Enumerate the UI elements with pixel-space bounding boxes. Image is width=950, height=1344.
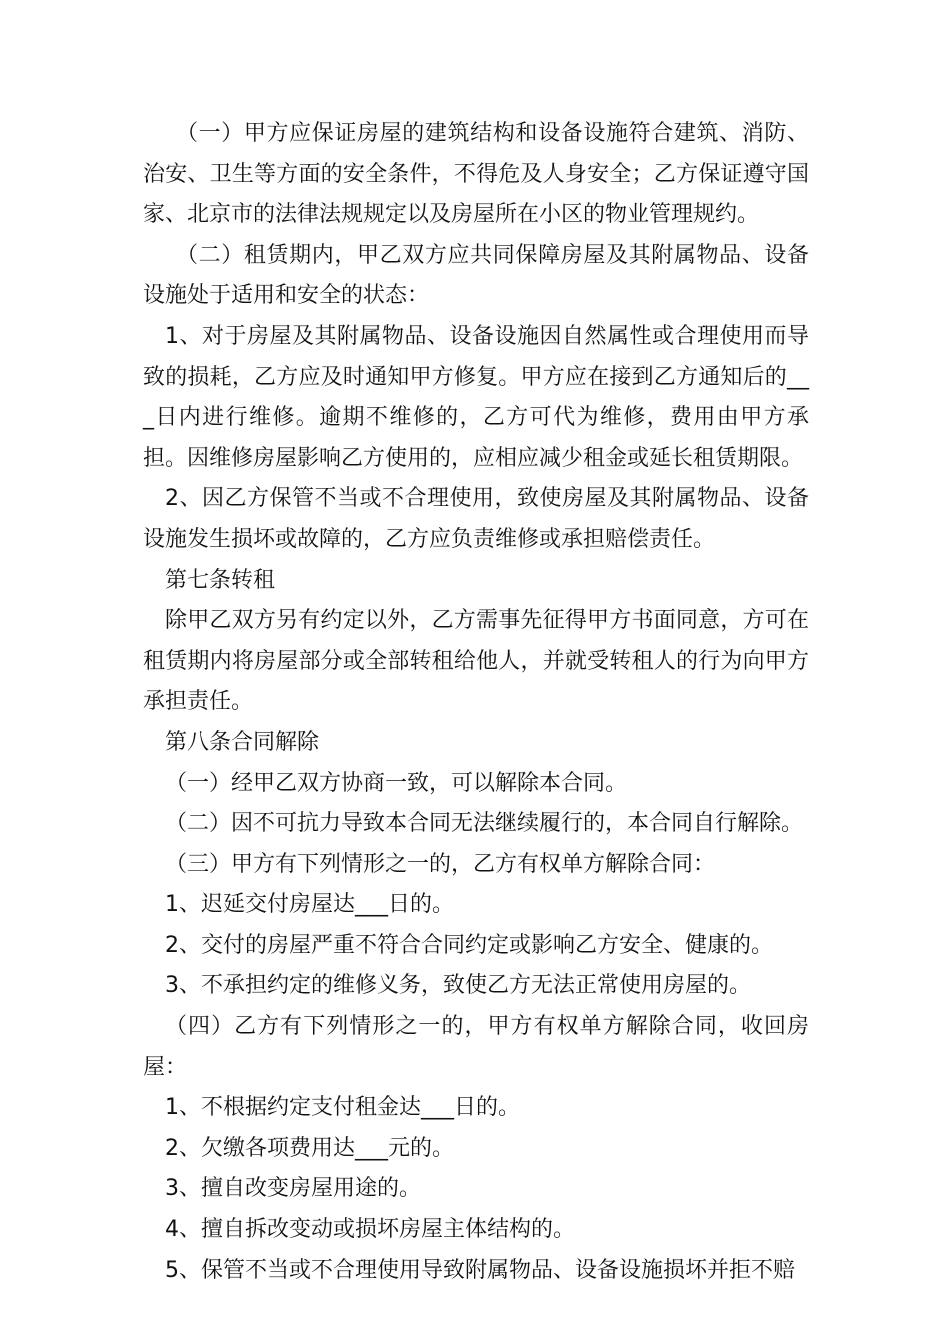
paragraph-18: 4、擅自拆改变动或损坏房屋主体结构的。	[165, 1217, 575, 1243]
paragraph-11: 1、迟延交付房屋达___日的。	[165, 892, 454, 918]
paragraph-2: （二）租赁期内，甲乙双方应共同保障房屋及其附属物品、设备设施处于适用和安全的状态：	[143, 242, 809, 309]
paragraph-6: 除甲乙双方另有约定以外，乙方需事先征得甲方书面同意，方可在租赁期内将房屋部分或全部转租给他人，并就受转租人的行为向甲方承担责任。	[143, 608, 809, 715]
paragraph-8: （一）经甲乙双方协商一致，可以解除本合同。	[165, 770, 628, 796]
paragraph-19: 5、保管不当或不合理使用导致附属物品、设备设施损坏并拒不赔	[165, 1257, 795, 1283]
paragraph-17: 3、擅自改变房屋用途的。	[165, 1176, 421, 1202]
paragraph-15: 1、不根据约定支付租金达___日的。	[165, 1095, 520, 1121]
paragraph-10: （三）甲方有下列情形之一的，乙方有权单方解除合同：	[165, 851, 716, 877]
section-heading-sublease: 第七条转租	[165, 567, 276, 593]
document-body	[143, 114, 809, 1291]
paragraph-3: 1、对于房屋及其附属物品、设备设施因自然属性或合理使用而导致的损耗，乙方应及时通知甲方修复。甲方应在接到乙方通知后的___日内进行维修。逾期不维修的，乙方可代为维修，费用由甲方承担。因维修房屋影响乙方使用的，应相应减少租金或延长租赁期限。	[143, 323, 809, 471]
paragraph-13: 3、不承担约定的维修义务，致使乙方无法正常使用房屋的。	[165, 973, 751, 999]
paragraph-14: （四）乙方有下列情形之一的，甲方有权单方解除合同，收回房屋：	[143, 1014, 809, 1080]
section-heading-termination: 第八条合同解除	[165, 729, 320, 755]
paragraph-16: 2、欠缴各项费用达___元的。	[165, 1135, 454, 1161]
paragraph-12: 2、交付的房屋严重不符合合同约定或影响乙方安全、健康的。	[165, 932, 773, 958]
paragraph-1: （一）甲方应保证房屋的建筑结构和设备设施符合建筑、消防、治安、卫生等方面的安全条件，不得危及人身安全；乙方保证遵守国家、北京市的法律法规规定以及房屋所在小区的物业管理规约。	[143, 121, 809, 228]
paragraph-4: 2、因乙方保管不当或不合理使用，致使房屋及其附属物品、设备设施发生损坏或故障的，乙方应负责维修或承担赔偿责任。	[143, 486, 809, 552]
paragraph-9: （二）因不可抗力导致本合同无法继续履行的，本合同自行解除。	[165, 811, 804, 837]
